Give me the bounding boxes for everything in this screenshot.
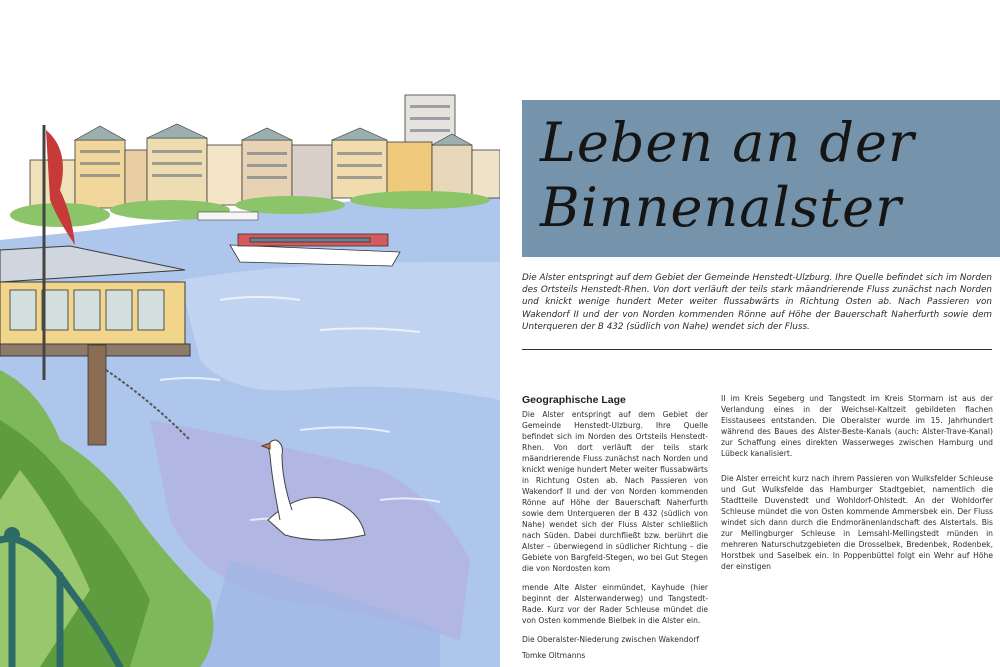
author-credit: Tomke Oltmanns	[522, 651, 586, 660]
text-column-right	[721, 393, 993, 580]
section-heading: Geographische Lage	[522, 394, 626, 406]
lead-divider	[522, 349, 992, 350]
body-paragraph: Die Alster erreicht kurz nach ihrem Passieren von Wulksfelder Schleuse und Gut Wulksfelde das Hamburger Stadtgebiet, namentlich die Stadtteile Duvenstedt und Wohldorf-Ohlstedt. An der Wohldorfer Schleuse mündet die von Osten kommende Ammersbek ein. Der Fluss windet sich dann durch die Endmoränenlandschaft des Alstertals. Bis zur Mellingburger Schleuse in Lemsahl-Mellingstedt münden in mehreren Naturschutzgebieten die Drosselbek, Bredenbek, Rodenbek, Horstbek und Saselbek ein. In Poppenbüttel folgt ein Wehr auf Höhe der einstigen	[721, 474, 993, 571]
lead-paragraph: Die Alster entspringt auf dem Gebiet der Gemeinde Henstedt-Ulzburg. Ihre Quelle befindet sich im Norden des Ortsteils Henstedt-Rhen. Von dort verläuft der teils stark mäandrierende Fluss zunächst nach Norden und knickt wenige hundert Meter weiter flussabwärts in Richtung Osten ab. Nach Passieren von Wakendorf II und der von Norden kommenden Rönne auf Höhe der Bauerschaft Naherfurth sowie dem Unterqueren der B 432 (südlich von Nahe) wendet sich der Fluss.	[522, 273, 992, 332]
page-title-line-1: Leben an der	[540, 111, 915, 174]
body-paragraph: II im Kreis Segeberg und Tangstedt im Kreis Stormarn ist aus der Verlandung eines in der Weichsel-Kaltzeit gebildeten flachen Eisstausees entstanden. Die Oberalster wurde im 15. Jahrhundert während des Baues des Alster-Beste-Kanals (auch: Alster-Trave-Kanal) zur Schaffung eines direkten Wasserweges zwischen Hamburg und Lübeck kanalisiert.	[721, 394, 993, 458]
text-column-left	[522, 393, 708, 653]
body-paragraph: Die Alster entspringt auf dem Gebiet der Gemeinde Henstedt-Ulzburg. Ihre Quelle befindet sich im Norden des Ortsteils Henstedt-Rhen. Von dort verläuft der teils stark mäandrierende Fluss zunächst nach Norden und knickt wenige hundert Meter weiter flussabwärts in Richtung Osten ab. Nach Passieren von Wakendorf II und der von Norden kommenden Rönne auf Höhe der Bauerschaft Naherfurth sowie dem Unterqueren der B 432 (südlich von Nahe) wendet sich der Fluss Alster schließlich nach Süden. Dabei durchfließt bzw. berührt die Alster – überwiegend in südlicher Richtung – die Gebiete von Bargfeld-Stegen, wo bei Gut Stegen die von Nordosten kom	[522, 410, 708, 573]
title-banner	[522, 100, 1000, 257]
body-paragraph: mende Alte Alster einmündet, Kayhude (hier beginnt der Alsterwanderweg) und Tangstedt-Rade. Kurz vor der Rader Schleuse mündet die von Osten kommende Bielbek in die Alster ein.	[522, 583, 708, 625]
page-title-line-2: Binnenalster	[540, 176, 902, 239]
body-paragraph: Die Oberalster-Niederung zwischen Wakendorf	[522, 635, 700, 644]
